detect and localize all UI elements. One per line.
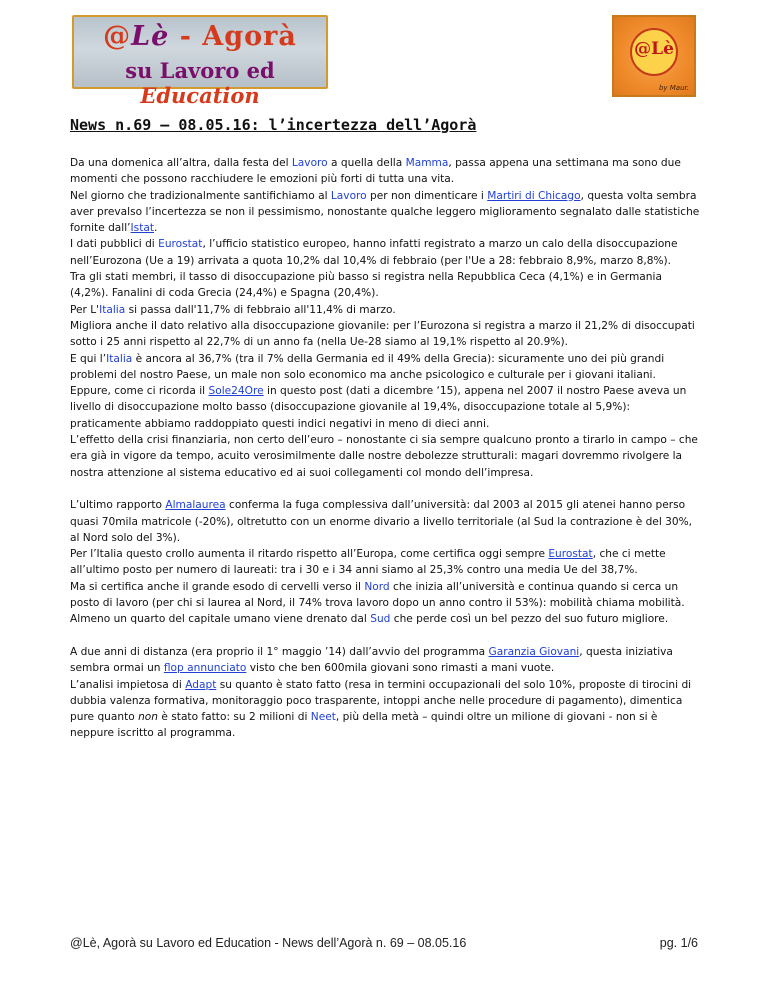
logo-lavoro: su Lavoro ed bbox=[125, 58, 275, 83]
link-adapt[interactable]: Adapt bbox=[185, 678, 217, 691]
link-eurostat[interactable]: Eurostat bbox=[548, 548, 593, 561]
link-flop-annunciato[interactable]: flop annunciato bbox=[163, 662, 247, 675]
word-nord: Nord bbox=[364, 580, 390, 593]
logo-at: @ bbox=[103, 21, 132, 52]
word-lavoro-2: Lavoro bbox=[330, 189, 367, 202]
word-italia-2: Italia bbox=[106, 352, 133, 365]
paragraph-1: Da una domenica all’altra, dalla festa del Lavoro a quella della Mamma, passa appena una settimana ma sono due momenti che possono racchiudere le emozioni più forti di tutta una vita. Nel giorno che tradizionalmente santifichiamo al Lavoro per non dimenticare i Martiri di Chicago, questa volta sembra aver prevalso l’incertezza se non il pessimismo, nonostante qualche leggero miglioramento segnalato dalle statistiche fornite dall’Istat. I dati pubblici di Eurostat, l’ufficio statistico europeo, hanno infatti registrato a marzo un calo della disoccupazione nell’Eurozona (Ue a 19) arrivata a quota 10,2% dal 10,4% di febbraio (per l'Ue a 28: febbraio 8,9%, marzo 8,8%). Tra gli stati membri, il tasso di disoccupazione più basso si registra nella Repubblica Ceca (4,1%) e in Germania (4,2%). Fanalini di coda Grecia (24,4%) e Spagna (20,4%). Per L'Italia si passa dall'11,7% di febbraio all'11,4% di marzo. Migliora anche il dato relativo alla disoccupazione giovanile: per l’Eurozona si registra a marzo il 21,2% di disoccupati sotto i 25 anni rispetto al 22,7% di un anno fa (nella Ue-28 siamo al 19,1% rispetto al 20.9%). E qui l’Italia è ancora al 36,7% (tra il 7% della Germania ed il 49% della Grecia): sicuramente uno dei più grandi problemi del nostro Paese, un male non solo economico ma anche psicologico e culturale per i giovani italiani. Eppure, come ci ricorda il Sole24Ore in questo post (dati a dicembre ‘15), appena nel 2007 il nostro Paese aveva un livello di disoccupazione molto basso (disoccupazione giovanile al 19,4%, disoccupazione totale al 5,9%): praticamente abbiamo raddoppiato questi indici negativi in meno di dieci anni. L’effetto della crisi finanziaria, non certo dell’euro – nonostante ci sia sempre qualcuno pronto a tirarlo in campo – che era già in vigore da tempo, acuito verosimilmente dalle nostre debolezze strutturali: magari dovremmo rivolgere la nostra attenzione al sistema educativo ed ai suoi collegamenti col mondo dell’impresa. bbox=[70, 157, 700, 479]
word-mamma: Mamma bbox=[405, 157, 449, 169]
logo-badge bbox=[612, 15, 696, 97]
link-sole24ore[interactable]: Sole24Ore bbox=[208, 385, 264, 398]
link-istat[interactable]: Istat bbox=[130, 222, 154, 235]
word-italia: Italia bbox=[99, 303, 126, 316]
footer-title: @Lè, Agorà su Lavoro ed Education - News dell’Agorà n. 69 – 08.05.16 bbox=[70, 936, 467, 950]
paragraph-3: A due anni di distanza (era proprio il 1° maggio ’14) dall’avvio del programma Garanzia Giovani, questa iniziativa sembra ormai un flop annunciato visto che ben 600mila giovani sono rimasti a mani vuote. L’analisi impietosa di Adapt su quanto è stato fatto (resa in termini occupazionali del solo 10%, proposte di tirocini di dubbia valenza formativa, monitoraggio poco trasparente, intoppi anche nelle procedure di pagamento), dimentica pure quanto non è stato fatto: su 2 milioni di Neet, più della metà – quindi oltre un milione di giovani - non si è neppure iscritto al programma. bbox=[70, 645, 692, 740]
paragraph-2: L’ultimo rapporto Almalaurea conferma la fuga complessiva dall’università: dal 2003 al 2015 gli atenei hanno perso quasi 70mila matricole (-20%), oltretutto con un enorme divario a livello territoriale (al Sud la contrazione è del 30%, al Nord solo del 3%). Per l’Italia questo crollo aumenta il ritardo rispetto all’Europa, come certifica oggi sempre Eurostat, che ci mette all’ultimo posto per numero di laureati: tra i 30 e i 34 anni siamo al 25,3% contro una media Ue del 38,7%. Ma si certifica anche il grande esodo di cervelli verso il Nord che inizia all’università e continua quando si cerca un posto di lavoro (per chi si laurea al Nord, il 74% trova lavoro dopo un anno contro il 53%): mobilità chiama mobilità. Almeno un quarto del capitale umano viene drenato dal Sud che perde così un bel pezzo del suo futuro migliore. bbox=[70, 499, 693, 626]
article-body bbox=[70, 155, 702, 758]
logo-badge-text: @Lè bbox=[634, 39, 674, 59]
word-lavoro: Lavoro bbox=[291, 157, 328, 169]
word-sud: Sud bbox=[370, 613, 391, 626]
logo-signature: by Maur. bbox=[658, 84, 689, 92]
logo-le: Lè bbox=[131, 21, 170, 52]
page-number: pg. 1/6 bbox=[659, 936, 698, 950]
link-martiri-chicago[interactable]: Martiri di Chicago bbox=[487, 189, 581, 202]
logo-agora bbox=[72, 15, 328, 108]
word-neet: Neet bbox=[310, 711, 336, 724]
word-eurostat: Eurostat bbox=[158, 238, 203, 251]
page-title: News n.69 – 08.05.16: l’incertezza dell’Agorà bbox=[70, 116, 477, 134]
logo-education: Education bbox=[140, 83, 260, 108]
page-footer bbox=[70, 936, 698, 950]
link-garanzia-giovani[interactable]: Garanzia Giovani bbox=[488, 645, 580, 658]
logo-agora-word: - Agorà bbox=[169, 21, 297, 52]
word-non: non bbox=[138, 711, 159, 724]
link-almalaurea[interactable]: Almalaurea bbox=[165, 499, 226, 512]
logo-ring bbox=[630, 28, 678, 76]
